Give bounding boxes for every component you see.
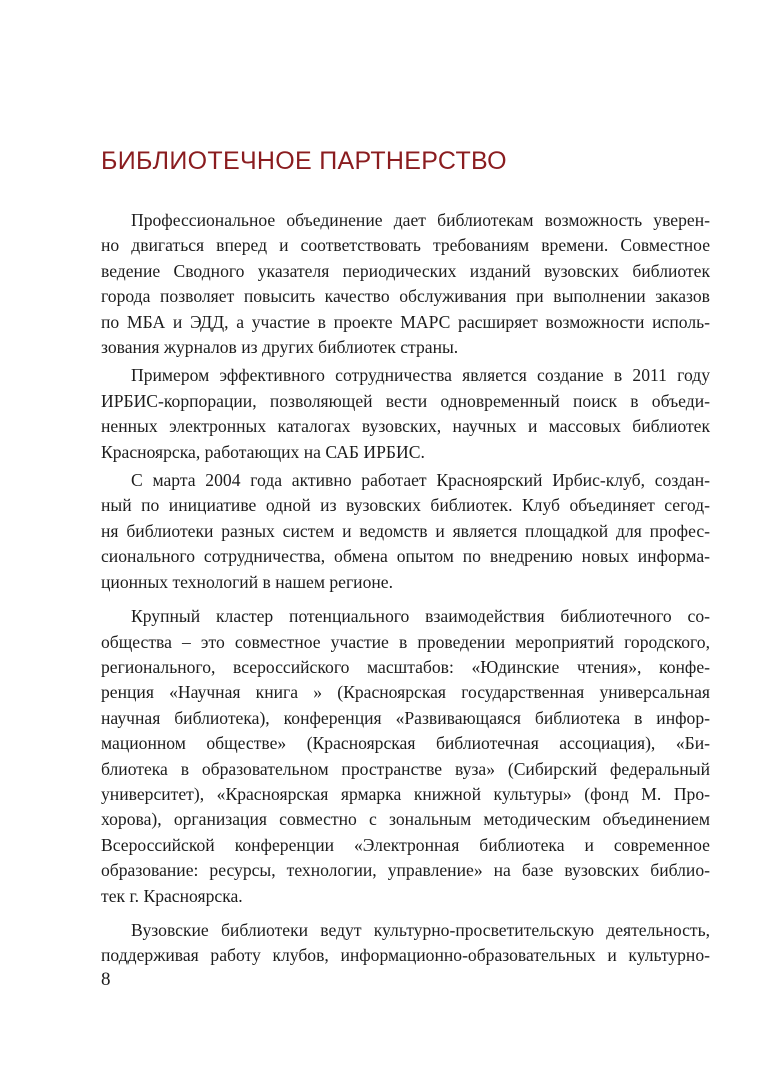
- text-line: Крупный кластер потенциального взаимодействия библиотечного со-: [131, 606, 710, 627]
- page-number: 8: [101, 969, 111, 990]
- text-line: С марта 2004 года активно работает Красноярский Ирбис-клуб, создан-: [131, 470, 710, 491]
- text-line: Красноярска, работающих на САБ ИРБИС.: [101, 441, 425, 462]
- paragraph: [101, 604, 710, 909]
- text-line: ренция «Научная книга » (Красноярская государственная универсальная: [101, 682, 710, 703]
- section-heading: БИБЛИОТЕЧНОЕ ПАРТНЕРСТВО: [101, 147, 507, 175]
- paragraph: [101, 363, 710, 465]
- text-line: Профессиональное объединение дает библиотекам возможность уверен-: [131, 210, 710, 230]
- text-line: ный по инициативе одной из вузовских библиотек. Клуб объединяет сегод-: [101, 495, 710, 516]
- text-line: но двигаться вперед и соответствовать требованиям времени. Совместное: [101, 235, 710, 256]
- text-line: блиотека в образовательном пространстве вуза» (Сибирский федеральный: [101, 758, 710, 779]
- text-line: тек г. Красноярска.: [101, 885, 243, 906]
- paragraph: [101, 918, 710, 969]
- text-line: по МБА и ЭДД, а участие в проекте МАРС расширяет возможности исполь-: [101, 311, 710, 332]
- text-line: Вузовские библиотеки ведут культурно-просветительскую деятельность,: [131, 919, 710, 940]
- text-line: города позволяет повысить качество обслуживания при выполнении заказов: [101, 286, 710, 307]
- text-line: ционных технологий в нашем регионе.: [101, 571, 394, 592]
- text-line: ведение Сводного указателя периодических изданий вузовских библиотек: [101, 260, 710, 281]
- text-line: общества – это совместное участие в проведении мероприятий городского,: [101, 631, 710, 652]
- text-line: регионального, всероссийского масштабов: «Юдинские чтения», конфе-: [101, 656, 710, 677]
- body-text: [101, 208, 710, 969]
- text-line: Всероссийской конференции «Электронная библиотека и современное: [101, 834, 710, 855]
- text-line: поддерживая работу клубов, информационно-образовательных и культурно-: [101, 945, 710, 966]
- text-line: образование: ресурсы, технологии, управление» на базе вузовских библио-: [101, 860, 710, 881]
- text-line: ИРБИС-корпорации, позволяющей вести одновременный поиск в объеди-: [101, 390, 710, 411]
- text-line: университет), «Красноярская ярмарка книжной культуры» (фонд М. Про-: [101, 783, 710, 804]
- text-line: сионального сотрудничества, обмена опытом по внедрению новых информа-: [101, 546, 710, 567]
- paragraph: [101, 468, 710, 595]
- text-line: мационном обществе» (Красноярская библиотечная ассоциация), «Би-: [101, 733, 710, 754]
- text-line: хорова), организация совместно с зональным методическим объединением: [101, 809, 710, 830]
- paragraph: [101, 208, 710, 360]
- text-line: ненных электронных каталогах вузовских, научных и массовых библиотек: [101, 416, 710, 437]
- text-line: зования журналов из других библиотек страны.: [101, 337, 459, 358]
- text-line: научная библиотека), конференция «Развивающаяся библиотека в инфор-: [101, 707, 710, 728]
- text-line: ня библиотеки разных систем и ведомств и является площадкой для профес-: [101, 520, 710, 541]
- text-line: Примером эффективного сотрудничества является создание в 2011 году: [131, 365, 710, 386]
